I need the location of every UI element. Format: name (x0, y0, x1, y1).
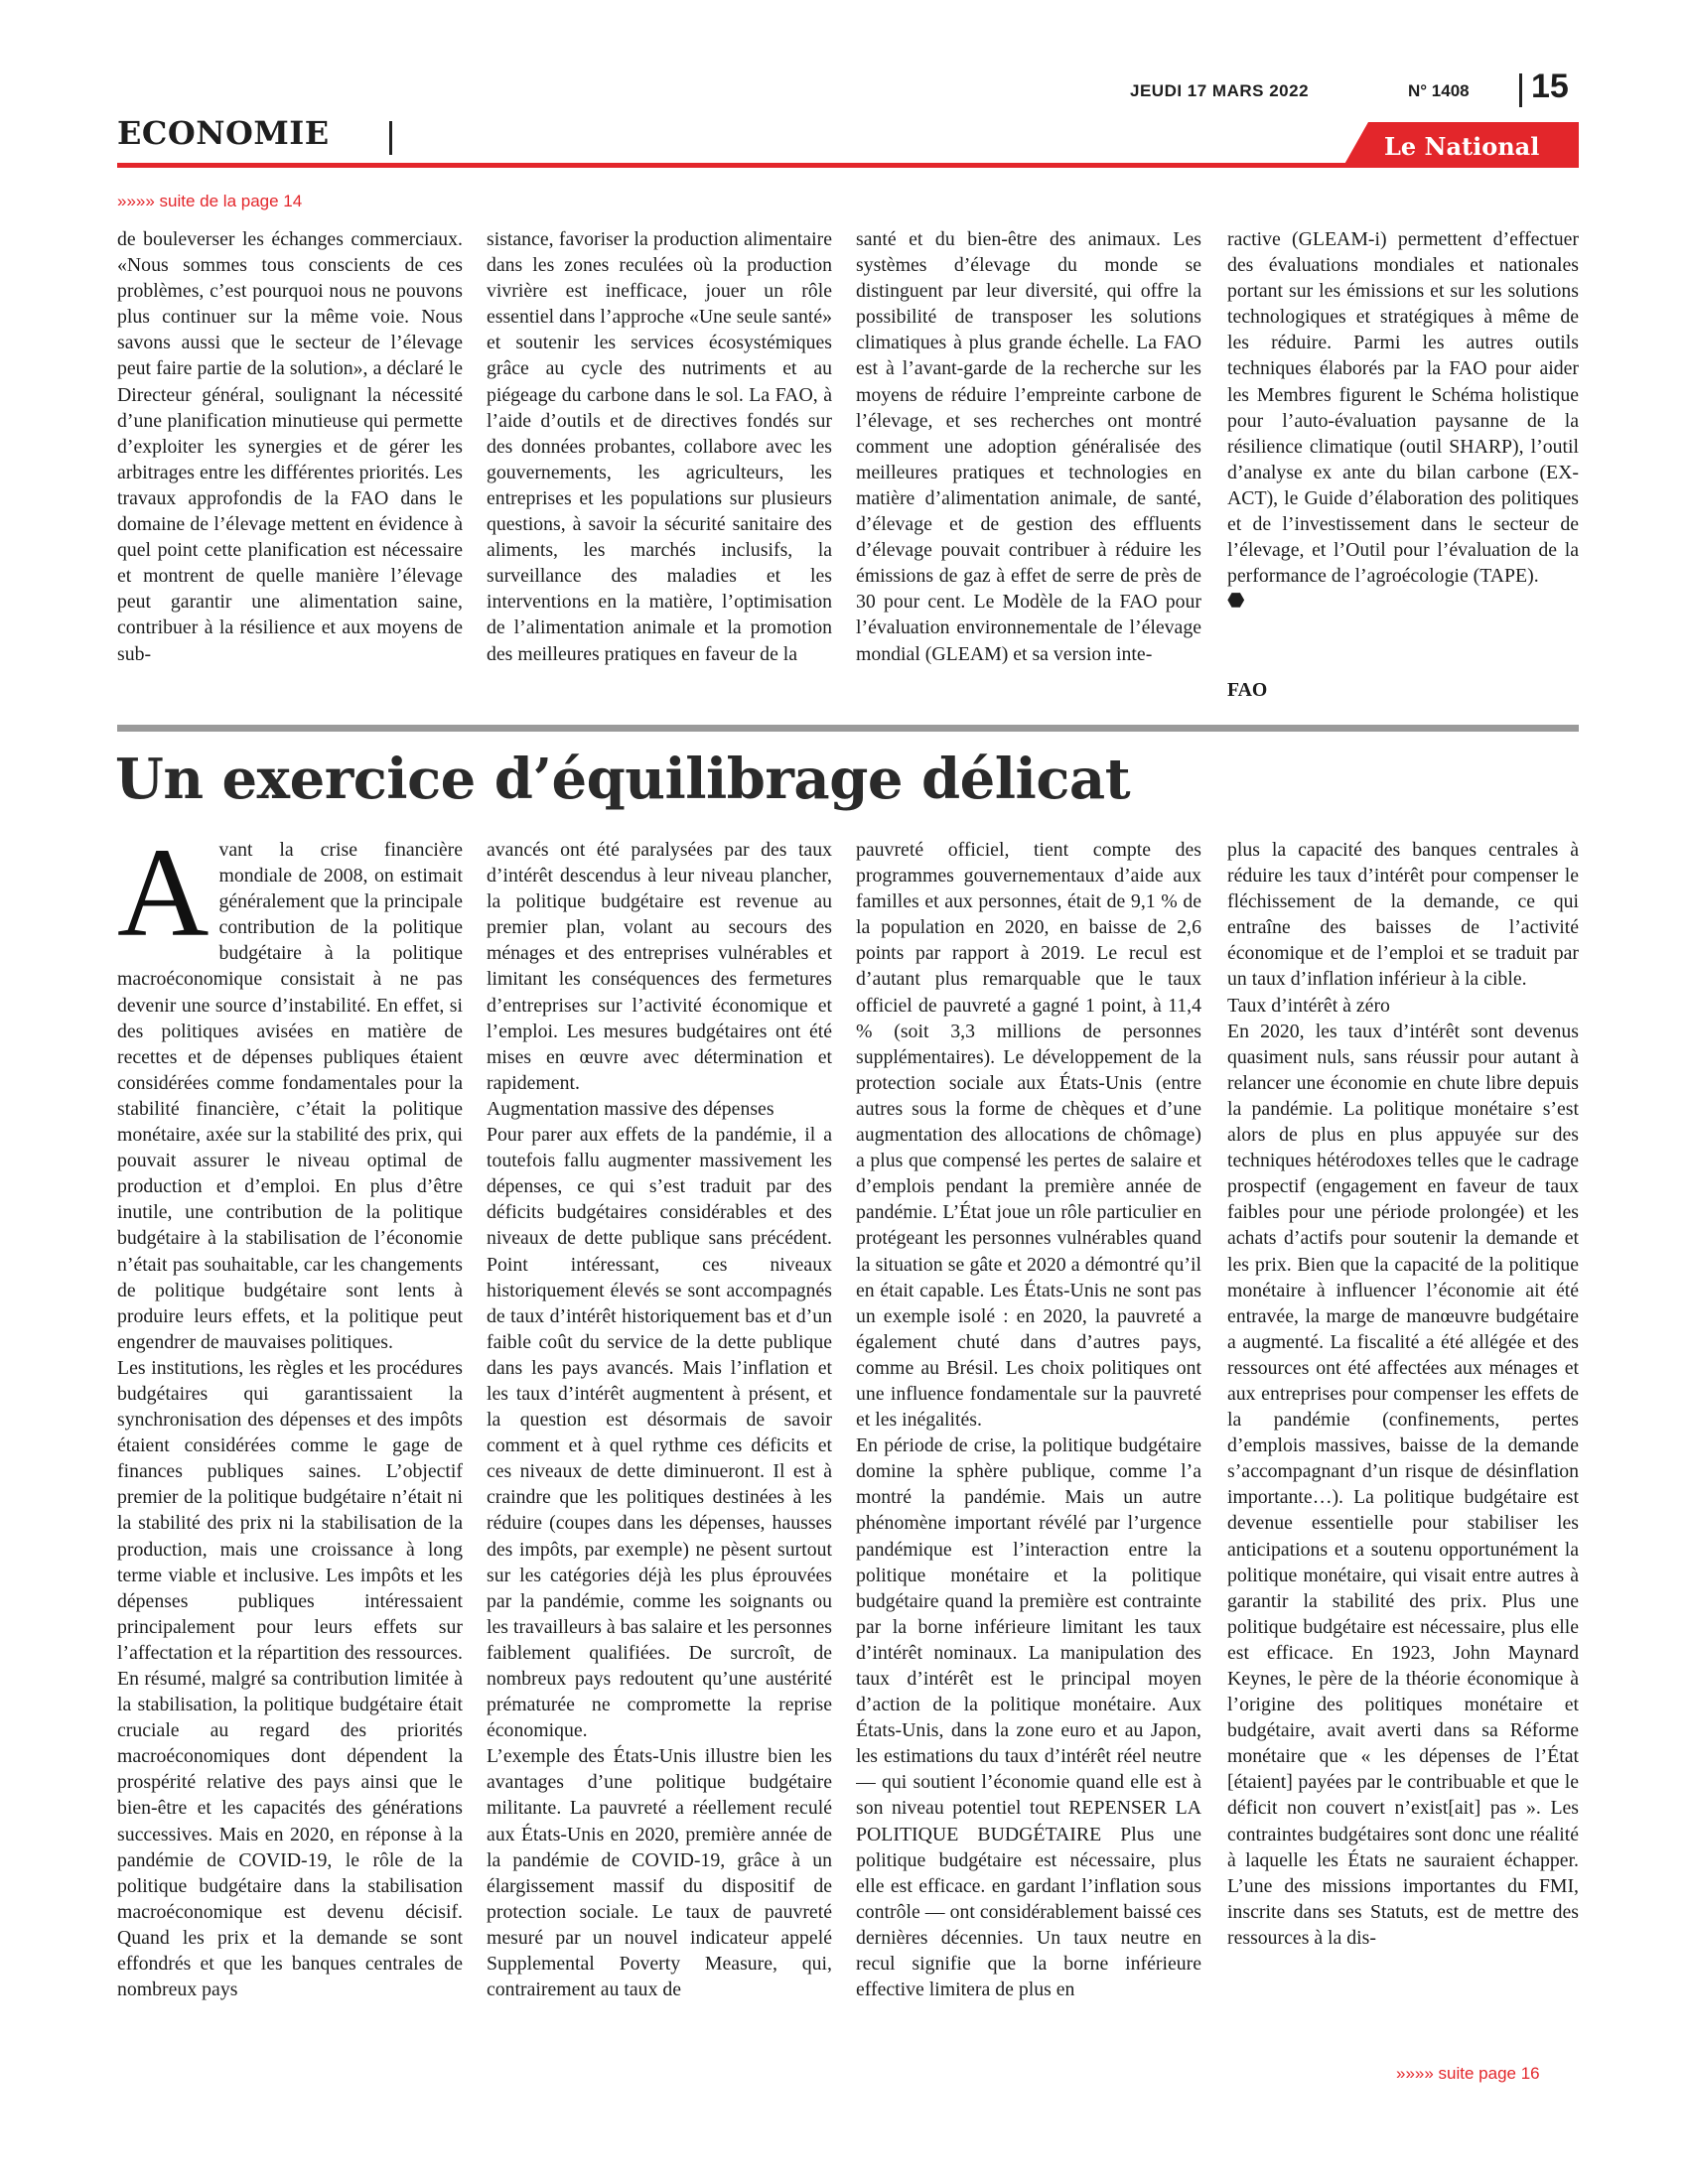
issue-date: JEUDI 17 MARS 2022 (1130, 81, 1310, 100)
drop-cap: A (117, 837, 210, 963)
issue-number: N° 1408 (1408, 81, 1470, 100)
paragraph: sistance, favoriser la production alimentaire dans les zones reculées où la production vivrière est inefficace, jouer un rôle essentiel dans l’approche «Une seule santé» et soutenir les services écosystémiques grâce au cycle des nutriments et au piégeage du carbone dans le sol. La FAO, à l’aide d’outils et de directives fondés sur des données probantes, collabore avec les gouvernements, les agriculteurs, les entreprises et les populations sur plusieurs questions, à savoir la sécurité sanitaire des aliments, les marchés inclusifs, la surveillance des maladies et les interventions en la matière, l’optimisation de l’alimentation animale et la promotion des meilleures pratiques en faveur de la (487, 228, 832, 665)
top-article-column-2 (487, 226, 832, 711)
continued-to-label: »»»» suite page 16 (1396, 2064, 1540, 2083)
paragraph: En 2020, les taux d’intérêt sont devenus quasiment nuls, sans réussir pour autant à relancer une économie en chute libre depuis la pandémie. La politique monétaire s’est alors de plus en plus appuyée sur des techniques hétérodoxes telles que le cadrage prospectif (engagement en faveur de taux faibles pour une période prolongée) et les achats d’actifs pour soutenir la demande et les prix. Bien que la capacité de la politique monétaire à influencer l’économie ait été entravée, la marge de manœuvre budgétaire a augmenté. La fiscalité a été allégée et des ressources ont été affectées aux ménages et aux entreprises pour compenser les effets de la pandémie (confinements, pertes d’emplois massives, baisse de la demande s’accompagnant d’un risque de désinflation importante…). La politique budgétaire est devenue essentielle pour stabiliser les anticipations et a soutenu opportunément la politique monétaire, qui visait entre autres à garantir la stabilité des prix. Plus une politique budgétaire est nécessaire, plus elle est efficace. En 1923, John Maynard Keynes, le père de la théorie économique à l’origine des politiques monétaire et budgétaire, avait averti dans sa Réforme monétaire que « les dépenses de l’État [étaient] payées par le contribuable et que le déficit non couvert n’exist[ait] pas ». Les contraintes budgétaires sont donc une réalité à laquelle les États ne sauraient échapper. L’une des missions importantes du FMI, inscrite dans ses Statuts, est de mettre des ressources à la dis- (1227, 1020, 1579, 1949)
main-article-column-2 (487, 837, 832, 2064)
section-title-divider (389, 121, 392, 155)
paragraph: ractive (GLEAM-i) permettent d’effectuer des évaluations mondiales et nationales portant sur les émissions et sur les solutions technologiques et stratégiques à même de les réduire. Parmi les autres outils techniques élaborés par la FAO pour aider les Membres figurent le Schéma holistique pour l’auto-évaluation paysanne de la résilience climatique (outil SHARP), l’outil d’analyse ex ante du bilan carbone (EX-ACT), le Guide d’élaboration des politiques et de l’investissement dans le secteur de l’élevage, et l’Outil pour l’évaluation de la performance de l’agroécologie (TAPE). (1227, 228, 1579, 588)
article-signature: FAO (1227, 679, 1268, 701)
subheading: Augmentation massive des dépenses (487, 1097, 774, 1120)
top-article-column-3 (856, 226, 1201, 711)
main-article-column-3 (856, 837, 1201, 2064)
paragraph-text: vant la crise financière mondiale de 2008, on estimait généralement que la principale contribution de la politique budgétaire à la politique macroéconomique consistait à ne pas devenir une source d’instabilité. En effet, si des politiques avisées en matière de recettes et de dépenses publiques étaient considérées comme fondamentales pour la stabilité financière, c’était la politique monétaire, axée sur la stabilité des prix, qui pouvait assurer le niveau optimal de production et d’emploi. En plus d’être inutile, une contribution de la politique budgétaire à la stabilisation de l’économie n’était pas souhaitable, car les changements de politique budgétaire sont lents à produire leurs effets, et la politique peut engendrer de mauvaises politiques. (117, 839, 463, 1353)
paragraph: Pour parer aux effets de la pandémie, il a toutefois fallu augmenter massivement les dépenses, ce qui s’est traduit par des déficits budgétaires considérables et des niveaux de dette publique sans précédent. Point intéressant, ces niveaux historiquement élevés se sont accompagnés de taux d’intérêt historiquement bas et d’un faible coût du service de la dette publique dans les pays avancés. Mais l’inflation et les taux d’intérêt augmentent à présent, et la question est désormais de savoir comment et à quel rythme ces déficits et ces niveaux de dette diminueront. Il est à craindre que les politiques destinées à les réduire (coupes dans les dépenses, hausses des impôts, par exemple) ne pèsent surtout sur les catégories déjà les plus éprouvées par la pandémie, comme les soignants ou les travailleurs à bas salaire et les personnes faiblement qualifiées. De surcroît, de nombreux pays redoutent qu’une austérité prématurée ne compromette la reprise économique. (487, 1124, 832, 1742)
paragraph: L’exemple des États-Unis illustre bien les avantages d’une politique budgétaire militante. La pauvreté a réellement reculé aux États-Unis en 2020, première année de la pandémie de COVID-19, grâce à un élargissement massif du dispositif de protection sociale. Le taux de pauvreté mesuré par un nouvel indicateur appelé Supplemental Poverty Measure, qui, contrairement au taux de (487, 1745, 832, 2001)
page-number-divider (1519, 73, 1522, 107)
continued-from-label: »»»» suite de la page 14 (117, 192, 303, 210)
subheading: Taux d’intérêt à zéro (1227, 994, 1390, 1017)
article-separator-rule (117, 725, 1579, 732)
paragraph: plus la capacité des banques centrales à réduire les taux d’intérêt pour compenser le fléchissement de la demande, ce qui entraîne des baisses de l’activité économique et de l’emploi et se traduit par un taux d’inflation inférieur à la cible. (1227, 839, 1579, 991)
main-article-column-1 (117, 837, 463, 2064)
page-number: 15 (1531, 68, 1569, 105)
article-end-mark: ⬣ (1227, 590, 1245, 613)
top-article-column-1 (117, 226, 463, 711)
article-headline: Un exercice d’équilibrage délicat (115, 747, 1131, 812)
paragraph: de bouleverser les échanges commerciaux. «Nous sommes tous conscients de ces problèmes, c’est pourquoi nous ne pouvons plus continuer sur la même voie. Nous savons aussi que le secteur de l’élevage peut faire partie de la solution», a déclaré le Directeur général, soulignant la nécessité d’une planification minutieuse qui permette d’exploiter les synergies et de gérer les arbitrages entre les différentes priorités. Les travaux approfondis de la FAO dans le domaine de l’élevage mettent en évidence à quel point cette planification est nécessaire et montrent de quelle manière l’élevage peut garantir une alimentation saine, contribuer à la résilience et aux moyens de sub- (117, 228, 463, 665)
paragraph: santé et du bien-être des animaux. Les systèmes d’élevage du monde se distinguent par leur diversité, qui offre la possibilité de transposer les solutions climatiques à plus grande échelle. La FAO est à l’avant-garde de la recherche sur les moyens de réduire l’empreinte carbone de l’élevage, et ses recherches ont montré comment une adoption généralisée des meilleures pratiques et technologies en matière d’alimentation animale, de santé, d’élevage et de gestion des effluents d’élevage pouvait contribuer à réduire les émissions de gaz à effet de serre de près de 30 pour cent. Le Modèle de la FAO pour l’évaluation environnementale de l’élevage mondial (GLEAM) et sa version inte- (856, 228, 1201, 665)
paragraph: En période de crise, la politique budgétaire domine la sphère publique, comme l’a montré la pandémie. Mais un autre phénomène important révélé par l’urgence pandémique est l’interaction entre la politique monétaire et la politique budgétaire quand la première est contrainte par la borne inférieure limitant les taux d’intérêt nominaux. La manipulation des taux d’intérêt est le principal moyen d’action de la politique monétaire. Aux États-Unis, dans la zone euro et au Japon, les estimations du taux d’intérêt réel neutre — qui soutient l’économie quand elle est à son niveau potentiel tout REPENSER LA POLITIQUE BUDGÉTAIRE Plus une politique budgétaire est nécessaire, plus elle est efficace. en gardant l’inflation sous contrôle — ont considérablement baissé ces dernières décennies. Un taux neutre en recul signifie que la borne inférieure effective limitera de plus en (856, 1434, 1201, 2001)
paragraph: avancés ont été paralysées par des taux d’intérêt descendus à leur niveau plancher, la politique budgétaire est revenue au premier plan, volant au secours des ménages et des entreprises vulnérables et limitant les conséquences des fermetures d’entreprises sur l’activité économique et l’emploi. Les mesures budgétaires ont été mises en œuvre avec détermination et rapidement. (487, 839, 832, 1094)
top-article-column-4 (1227, 226, 1579, 711)
paragraph (117, 837, 463, 1355)
main-article-column-4 (1227, 837, 1579, 2064)
header-rule (117, 163, 1579, 168)
section-title: ECONOMIE (117, 114, 330, 152)
paragraph: pauvreté officiel, tient compte des programmes gouvernementaux d’aide aux familles et aux personnes, était de 9,1 % de la population en 2020, en baisse de 2,6 points par rapport à 2019. Le recul est d’autant plus remarquable que le taux officiel de pauvreté a gagné 1 point, à 11,4 % (soit 3,3 millions de personnes supplémentaires). Le développement de la protection sociale aux États-Unis (entre autres sous la forme de chèques et d’une augmentation des allocations de chômage) a plus que compensé les pertes de salaire et d’emplois pendant la première année de pandémie. L’État joue un rôle particulier en protégeant les personnes vulnérables quand la situation se gâte et 2020 a démontré qu’il en était capable. Les États-Unis ne sont pas un exemple isolé : en 2020, la pauvreté a également chuté dans d’autres pays, comme au Brésil. Les choix politiques ont une influence fondamentale sur la pauvreté et les inégalités. (856, 839, 1201, 1432)
brand-name: Le National (1384, 132, 1540, 161)
paragraph: Les institutions, les règles et les procédures budgétaires qui garantissaient la synchronisation des dépenses et des impôts étaient considérées comme le gage de finances publiques saines. L’objectif premier de la politique budgétaire n’était ni la stabilité des prix ni la stabilisation de la production, mais une croissance à long terme viable et inclusive. Les impôts et les dépenses publiques intéressaient principalement pour leurs effets sur l’affectation et la répartition des ressources. En résumé, malgré sa contribution limitée à la stabilisation, la politique budgétaire était cruciale au regard des priorités macroéconomiques dont dépendent la prospérité relative des pays ainsi que le bien-être et les capacités des générations successives. Mais en 2020, en réponse à la pandémie de COVID-19, le rôle de la politique budgétaire dans la stabilisation macroéconomique est devenu décisif. Quand les prix et la demande se sont effondrés et que les banques centrales de nombreux pays (117, 1356, 463, 2001)
